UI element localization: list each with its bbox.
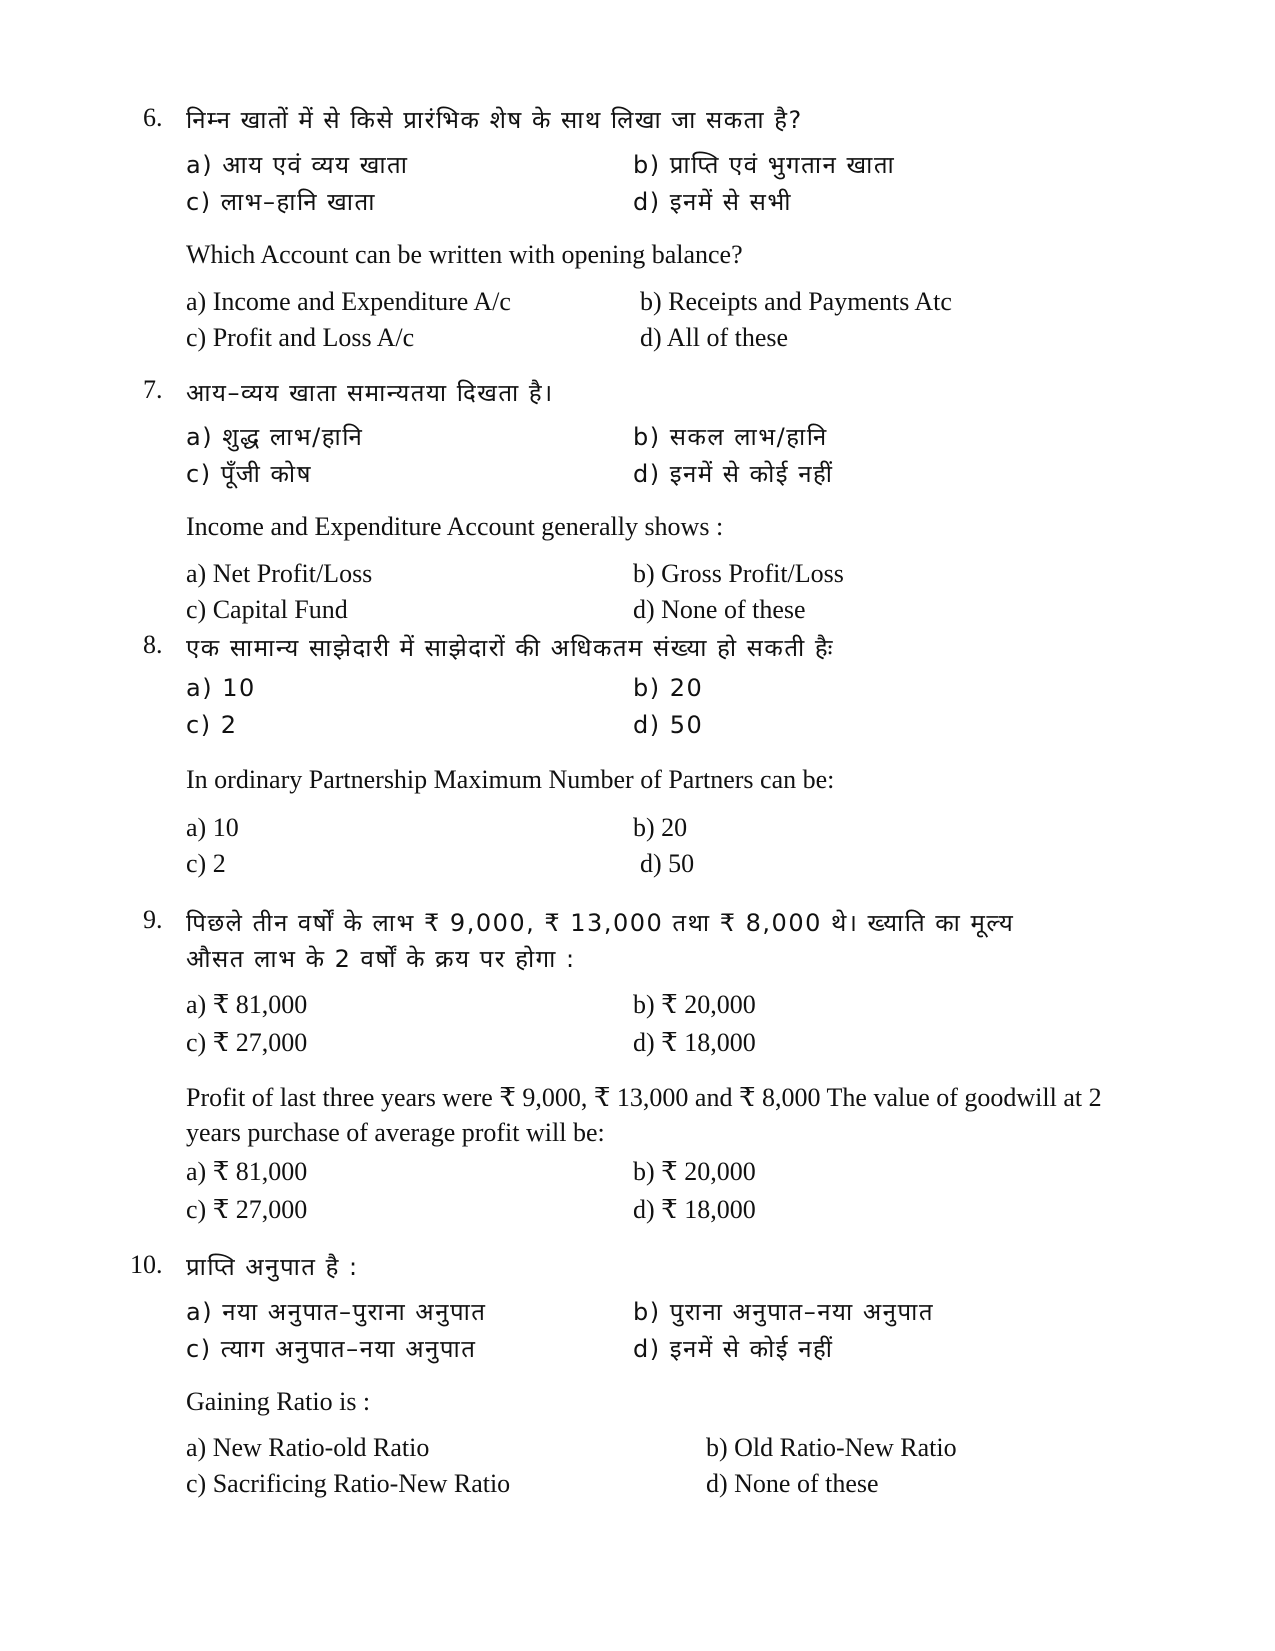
hindi-option-a: a) ₹ 81,000 [186,990,308,1019]
english-question-line-2: years purchase of average profit will be: [186,1118,605,1147]
english-option-d: d) 50 [640,849,695,878]
english-option-a: a) Net Profit/Loss [186,559,373,588]
english-option-a: a) Income and Expenditure A/c [186,287,511,316]
hindi-option-a: a) नया अनुपात–पुराना अनुपात [186,1298,487,1326]
english-question-line-1: Profit of last three years were ₹ 9,000, ₹ 13,000 and ₹ 8,000 The value of goodwill at 2 [186,1083,1102,1112]
hindi-option-c: c) लाभ–हानि खाता [186,188,376,216]
hindi-option-c: c) त्याग अनुपात–नया अनुपात [186,1335,477,1363]
hindi-option-a: a) 10 [186,674,256,702]
english-option-b: b) Gross Profit/Loss [633,559,844,588]
hindi-option-c: c) पूँजी कोष [186,460,312,488]
hindi-question-text: एक सामान्य साझेदारी में साझेदारों की अधिकतम संख्या हो सकती हैः [186,634,834,662]
hindi-question-text: आय–व्यय खाता समान्यतया दिखता है। [186,379,554,407]
english-option-b: b) Receipts and Payments Atc [640,287,952,316]
hindi-question-line-1: पिछले तीन वर्षों के लाभ ₹ 9,000, ₹ 13,000 तथा ₹ 8,000 थे। ख्याति का मूल्य [186,909,1015,937]
english-option-a: a) ₹ 81,000 [186,1157,308,1186]
english-option-b: b) Old Ratio-New Ratio [706,1433,957,1462]
hindi-option-c: c) ₹ 27,000 [186,1028,308,1057]
hindi-option-a: a) शुद्ध लाभ/हानि [186,423,364,451]
hindi-question-line-2: औसत लाभ के 2 वर्षों के क्रय पर होगा : [186,945,576,973]
hindi-option-c: c) 2 [186,711,238,739]
english-question-text: Income and Expenditure Account generally shows : [186,512,724,541]
question-number: 6. [143,103,163,132]
english-question-text: Which Account can be written with opening balance? [186,240,743,269]
english-option-c: c) Profit and Loss A/c [186,323,415,352]
english-question-text: In ordinary Partnership Maximum Number of Partners can be: [186,765,835,794]
english-option-c: c) Sacrificing Ratio-New Ratio [186,1469,511,1498]
english-option-c: c) 2 [186,849,226,878]
hindi-question-text: प्राप्ति अनुपात है : [186,1253,359,1281]
hindi-option-d: d) इनमें से कोई नहीं [633,1335,834,1363]
hindi-option-d: d) 50 [633,711,704,739]
english-option-c: c) Capital Fund [186,595,348,624]
english-option-c: c) ₹ 27,000 [186,1195,308,1224]
english-option-a: a) New Ratio-old Ratio [186,1433,430,1462]
hindi-option-b: b) सकल लाभ/हानि [633,423,828,451]
hindi-option-d: d) इनमें से कोई नहीं [633,460,834,488]
hindi-option-b: b) ₹ 20,000 [633,990,756,1019]
english-option-d: d) ₹ 18,000 [633,1195,756,1224]
english-option-b: b) ₹ 20,000 [633,1157,756,1186]
hindi-option-a: a) आय एवं व्यय खाता [186,151,409,179]
question-number: 8. [143,630,163,659]
english-option-d: d) All of these [640,323,789,352]
hindi-option-b: b) पुराना अनुपात–नया अनुपात [633,1298,935,1326]
hindi-option-d: d) इनमें से सभी [633,188,792,216]
hindi-question-text: निम्न खातों में से किसे प्रारंभिक शेष के साथ लिखा जा सकता है? [186,106,803,134]
hindi-option-b: b) प्राप्ति एवं भुगतान खाता [633,151,896,179]
question-number: 9. [143,905,163,934]
question-number: 10. [130,1250,163,1279]
english-question-text: Gaining Ratio is : [186,1387,371,1416]
english-option-a: a) 10 [186,813,239,842]
english-option-b: b) 20 [633,813,688,842]
hindi-option-d: d) ₹ 18,000 [633,1028,756,1057]
question-number: 7. [143,375,163,404]
english-option-d: d) None of these [633,595,806,624]
english-option-d: d) None of these [706,1469,879,1498]
hindi-option-b: b) 20 [633,674,704,702]
